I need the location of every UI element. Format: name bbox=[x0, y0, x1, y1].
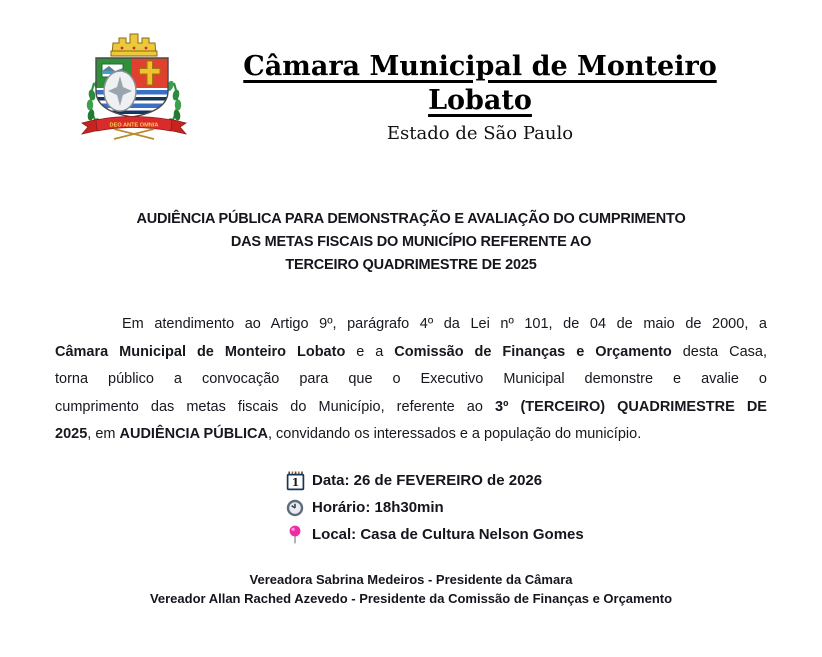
crown-icon bbox=[111, 34, 157, 56]
heading-line: AUDIÊNCIA PÚBLICA PARA DEMONSTRAÇÃO E AVALIAÇÃO DO CUMPRIMENTO bbox=[136, 211, 686, 227]
document-header bbox=[210, 50, 750, 145]
paragraph-line: Em atendimento ao Artigo 9º, parágrafo 4º da Lei nº 101, de 04 de maio de 2000, a bbox=[122, 316, 767, 332]
paragraph-line: torna público a convocação para que o Executivo Municipal demonstre e avalie o bbox=[55, 371, 767, 388]
notice-paragraph bbox=[55, 311, 767, 449]
footer-line-commission-president: Vereador Allan Rached Azevedo - Presidente da Comissão de Finanças e Orçamento bbox=[149, 591, 673, 606]
heading-line: DAS METAS FISCAIS DO MUNICÍPIO REFERENTE AO bbox=[230, 234, 592, 250]
page-subtitle: Estado de São Paulo bbox=[386, 123, 574, 144]
ribbon-banner bbox=[82, 117, 186, 135]
detail-row-time bbox=[284, 494, 584, 521]
paragraph-line: Câmara Municipal de Monteiro Lobato e a Comissão de Finanças e Orçamento desta Casa, bbox=[55, 343, 768, 360]
notice-heading bbox=[0, 208, 822, 277]
pin-icon bbox=[284, 525, 306, 545]
svg-text:1: 1 bbox=[291, 475, 299, 489]
event-details bbox=[284, 467, 584, 548]
paragraph-line: cumprimento das metas fiscais do Município, referente ao 3º (TERCEIRO) QUADRIMESTRE DE bbox=[55, 398, 767, 415]
detail-label-location: Local: Casa de Cultura Nelson Gomes bbox=[312, 526, 584, 543]
oval-inescutcheon bbox=[104, 71, 136, 111]
crest-motto: DEO ANTE OMNIA bbox=[109, 122, 159, 129]
clock-icon bbox=[284, 499, 306, 517]
signature-footer bbox=[0, 570, 822, 608]
page-title: Câmara Municipal de Monteiro Lobato bbox=[243, 51, 717, 116]
paragraph-line: 2025, em AUDIÊNCIA PÚBLICA, convidando os interessados e a população do município. bbox=[55, 426, 642, 443]
footer-line-president: Vereadora Sabrina Medeiros - Presidente da Câmara bbox=[249, 572, 573, 587]
detail-label-time: Horário: 18h30min bbox=[312, 499, 444, 516]
detail-label-date: Data: 26 de FEVEREIRO de 2026 bbox=[312, 472, 543, 489]
detail-row-date bbox=[284, 467, 584, 494]
crossed-branches bbox=[114, 129, 154, 139]
crest-logo bbox=[78, 31, 190, 141]
detail-row-location bbox=[284, 521, 584, 548]
heading-line: TERCEIRO QUADRIMESTRE DE 2025 bbox=[285, 257, 537, 273]
calendar-icon bbox=[284, 471, 306, 491]
